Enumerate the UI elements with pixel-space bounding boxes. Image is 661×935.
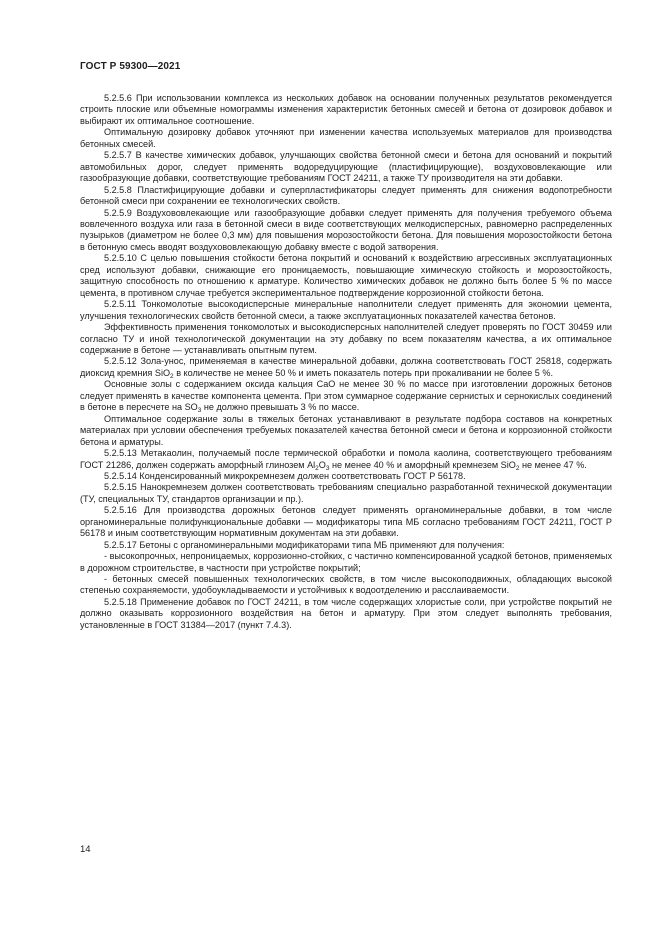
paragraph-optimal-ash: Оптимальное содержание золы в тяжелых бетонах устанавливают в результате подбора составов на конкретных материалах при условии обеспечения требуемых показателей качества бетонной смеси и бетона и коррозионной стойкости бетона и арматуры. [80,413,612,447]
page-number: 14 [80,844,91,855]
paragraph-5-2-5-7: 5.2.5.7 В качестве химических добавок, улучшающих свойства бетонной смеси и бетона для оснований и покрытий автомобильных дорог, следует применять водоредуцирующие (пластифицирующие), воздухововлекающие или газообразующие добавки, соответствующие требованиям ГОСТ 24211, а также ТУ производителя на эти добавки. [80,150,612,184]
paragraph-fillers-efficiency: Эффективность применения тонкомолотых и высокодисперсных наполнителей следует проверять по ГОСТ 30459 или согласно ТУ и иной технологической документации на эту добавку по всем показателям качества, а их оптимальное содержание в бетоне — устанавливать опытным путем. [80,322,612,355]
paragraph-optimal-dosage: Оптимальную дозировку добавок уточняют при изменении качества используемых материалов для производства бетонных смесей. [80,127,612,149]
document-body [80,93,612,631]
metakaolin-text-a: 5.2.5.13 Метакаолин, получаемый после термической обработки и помола каолина, соответствующего требованиям ГОСТ 21286, должен содержать аморфный глинозем Al [80,448,612,470]
paragraph-5-2-5-8: 5.2.5.8 Пластифицирующие добавки и суперпластификаторы следует применять для снижения водопотребности бетонной смеси при сохранении ее технологических свойств. [80,184,612,207]
paragraph-5-2-5-12 [80,356,612,379]
list-item-concrete-mixes: - бетонных смесей повышенных технологических свойств, в том числе высокоподвижных, обладающих высокой степенью сохраняемости, удобоукладываемости и устойчивых к водоотделению и расслаиваемости. [80,574,612,596]
metakaolin-text-b: не менее 40 % и аморфный кремнезем SiO [329,459,516,470]
paragraph-5-2-5-13 [80,448,612,471]
paragraph-5-2-5-10: 5.2.5.10 С целью повышения стойкости бетона покрытий и оснований к воздействию агрессивных эксплуатационных сред используют добавки, снижающие его проницаемость, повышающие химическую стойкость и морозостойкость, защитную способность по отношению к арматуре. Количество химических добавок не должно быть более 5 % по массе цемента, в противном случае требуется экспериментальное подтверждение коррозионной стойкости бетона. [80,253,612,298]
fly-ash-text-a: 5.2.5.12 Зола-унос, применяемая в качестве минеральной добавки, должна соответствовать ГОСТ 25818, содержать диоксид кремния SiO [80,356,612,378]
document-code-header: ГОСТ Р 59300—2021 [80,61,181,72]
paragraph-5-2-5-11: 5.2.5.11 Тонкомолотые высокодисперсные минеральные наполнители следует применять для экономии цемента, улучшения технологических свойств бетонной смеси, а также эксплуатационных показателей качества бетонов. [80,299,612,321]
metakaolin-mid: O [318,459,326,470]
metakaolin-sub-3: 2 [515,464,520,472]
paragraph-5-2-5-14: 5.2.5.14 Конденсированный микрокремнезем должен соответствовать ГОСТ Р 56178. [104,470,466,481]
paragraph-basic-ash [80,379,612,413]
basic-ash-text-b: не должно превышать 3 % по массе. [201,402,360,413]
list-item-high-strength: - высокопрочных, непроницаемых, коррозионно-стойких, с частично компенсированной усадкой бетонов, применяемых в дорожном строительстве, в частности при устройстве покрытий; [80,551,612,573]
fly-ash-subscript: 2 [170,372,174,380]
metakaolin-sub-1: 2 [315,464,319,472]
paragraph-5-2-5-9: 5.2.5.9 Воздухововлекающие или газообразующие добавки следует применять для получения требуемого объема вовлеченного воздуха или газа в бетонной смеси в виде соответствующих мелкодисперсных, равномерно распределенных пузырьков (диаметром не более 0,3 мм) для повышения морозостойкости бетона. Для повышения морозостойкости бетона в бетонную смесь вводят воздухововлекающую добавку вместе с водой затворения. [80,207,612,252]
paragraph-5-2-5-6: 5.2.5.6 При использовании комплекса из нескольких добавок на основании полученных результатов рекомендуется строить плоские или объемные номограммы изменения характеристик бетонных смесей и бетона от дозировок добавок и выбирают их оптимальное соотношение. [80,93,612,126]
metakaolin-sub-2: 3 [325,464,330,472]
metakaolin-text-c: не менее 47 %. [519,459,587,470]
fly-ash-text-b: в количестве не менее 50 % и иметь показатель потерь при прокаливании не более 5 %. [173,367,553,378]
paragraph-5-2-5-15: 5.2.5.15 Нанокремнезем должен соответствовать требованиям специально разработанной технической документации (ТУ, специальных ТУ, стандартов организации и пр.). [80,482,612,504]
basic-ash-text-a: Основные золы с содержанием оксида кальция CaO не менее 30 % по массе при изготовлении дорожных бетонов следует применять в качестве компонента цемента. При этом суммарное содержание сернистых и сернокислых соединений в бетоне в пересчете на SO [80,379,612,413]
paragraph-5-2-5-17: 5.2.5.17 Бетоны с органоминеральными модификаторами типа МБ применяют для получения: [104,539,505,550]
paragraph-5-2-5-16: 5.2.5.16 Для производства дорожных бетонов следует применять органоминеральные добавки, в том числе органоминеральные полифункциональные добавки — модификаторы типа МБ согласно требованиям ГОСТ 24211, ГОСТ Р 56178 и иным соответствующим нормативным документам на эти добавки. [80,505,612,539]
paragraph-5-2-5-18: 5.2.5.18 Применение добавок по ГОСТ 24211, в том числе содержащих хлористые соли, при устройстве покрытий не должно оказывать коррозионного воздействия на бетон и арматуру. При этом следует выполнять требования, установленные в ГОСТ 31384—2017 (пункт 7.4.3). [80,596,612,630]
basic-ash-subscript: 3 [197,407,202,415]
